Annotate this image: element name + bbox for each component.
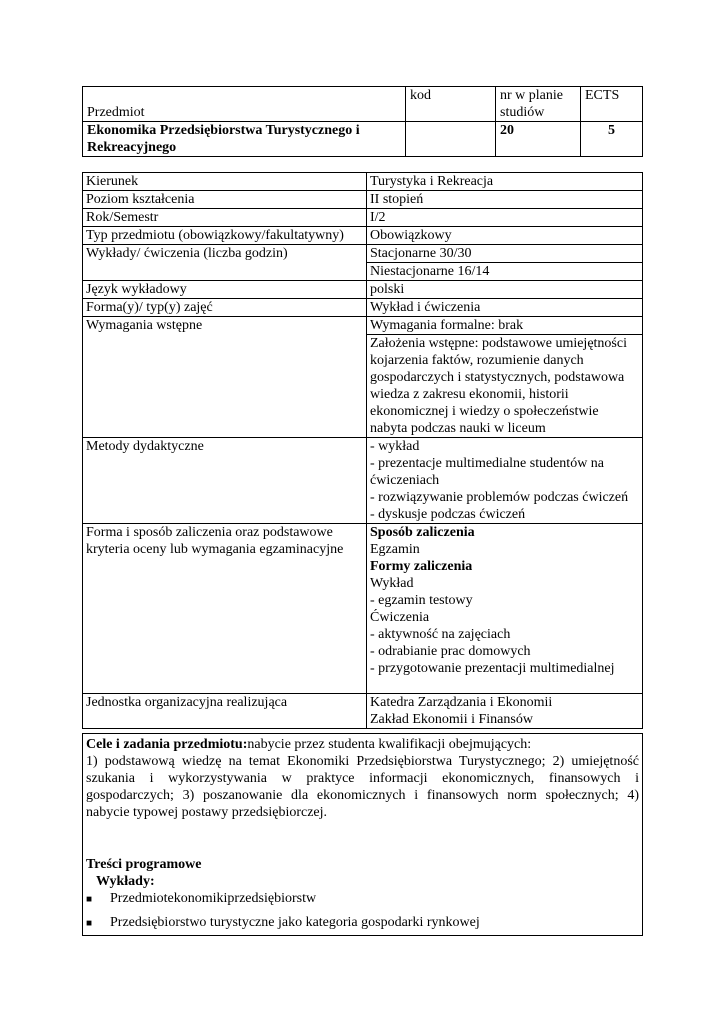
bullet-text-1: Przedmiotekonomikiprzedsiębiorstw xyxy=(110,891,317,906)
jednostka-line-1: Katedra Zarządzania i Ekonomii xyxy=(370,695,553,710)
forma-label-cell xyxy=(83,299,367,317)
wymagania-line-1: Założenia wstępne: podstawowe umiejętności xyxy=(370,336,627,351)
forma-label: Forma(y)/ typ(y) zajęć xyxy=(86,300,213,315)
rok-value-cell xyxy=(367,209,643,227)
cele-text-line-1: 1) podstawową wiedzę na temat Ekonomiki Przedsiębiorstwa Turystycznego; 2) umiejętność xyxy=(86,754,639,769)
sposob-value: Egzamin xyxy=(370,542,420,557)
ects-label: ECTS xyxy=(585,88,620,103)
table-row xyxy=(83,438,643,524)
wymagania-value-1: Wymagania formalne: brak xyxy=(370,318,524,333)
zaliczenie-value-cell xyxy=(367,524,643,694)
wyklady-label: Wykłady/ ćwiczenia (liczba godzin) xyxy=(86,246,288,261)
jednostka-line-2: Zakład Ekonomii i Finansów xyxy=(370,712,533,727)
subject-label-cell xyxy=(83,87,406,122)
metody-value-cell xyxy=(367,438,643,524)
subject-name-cell xyxy=(83,122,406,157)
plan-number-value-cell xyxy=(496,122,581,157)
table-row xyxy=(83,299,643,317)
jednostka-value-cell xyxy=(367,694,643,729)
metody-line-4: - rozwiązywanie problemów podczas ćwiczeń xyxy=(370,490,629,505)
subject-name-line-2: Rekreacyjnego xyxy=(87,140,177,155)
table-row xyxy=(83,227,643,245)
cele-intro: nabycie przez studenta kwalifikacji obejmujących: xyxy=(247,737,532,752)
zaliczenie-label-cell xyxy=(83,524,367,694)
poziom-label-cell xyxy=(83,191,367,209)
forma-value: Wykład i ćwiczenia xyxy=(370,300,481,315)
poziom-value-cell xyxy=(367,191,643,209)
wyklady-value-1: Stacjonarne 30/30 xyxy=(370,246,472,261)
sposob-heading: Sposób zaliczenia xyxy=(370,525,475,540)
jezyk-value-cell xyxy=(367,281,643,299)
table-row xyxy=(83,281,643,299)
formy-heading: Formy zaliczenia xyxy=(370,559,473,574)
formy-line-4: - aktywność na zajęciach xyxy=(370,627,511,642)
tresci-heading: Treści programowe xyxy=(86,857,202,872)
cele-text-line-3: gospodarczych; 3) poszanowanie dla ekonomicznych i finansowych norm społecznych; 4) xyxy=(86,788,639,803)
formy-line-3: Ćwiczenia xyxy=(370,610,430,625)
typ-value-cell xyxy=(367,227,643,245)
cele-paragraph xyxy=(86,736,639,753)
code-label: kod xyxy=(410,88,431,103)
jezyk-value: polski xyxy=(370,282,405,297)
wyklady-value-2-cell xyxy=(367,263,643,281)
rok-value: I/2 xyxy=(370,210,386,225)
plan-number-label-cell xyxy=(496,87,581,122)
wymagania-line-3: gospodarczych i statystycznych, podstawowa xyxy=(370,370,625,385)
poziom-label: Poziom kształcenia xyxy=(86,192,195,207)
bullet-icon: ■ xyxy=(86,894,93,905)
zaliczenie-label-line-2: kryteria oceny lub wymagania egzaminacyjne xyxy=(86,542,344,557)
code-label-cell xyxy=(406,87,496,122)
wymagania-line-4: wiedza z zakresu ekonomii, historii xyxy=(370,387,569,402)
formy-line-6: - przygotowanie prezentacji multimedialnej xyxy=(370,661,615,676)
zaliczenie-label-line-1: Forma i sposób zaliczenia oraz podstawowe xyxy=(86,525,333,540)
kierunek-value-cell xyxy=(367,173,643,191)
metody-line-1: - wykład xyxy=(370,439,420,454)
kierunek-value: Turystyka i Rekreacja xyxy=(370,174,494,189)
plan-number-label-line-2: studiów xyxy=(500,105,545,120)
poziom-value: II stopień xyxy=(370,192,424,207)
jezyk-label-cell xyxy=(83,281,367,299)
metody-line-3: ćwiczeniach xyxy=(370,473,440,488)
typ-value: Obowiązkowy xyxy=(370,228,452,243)
table-row xyxy=(83,524,643,694)
metody-label: Metody dydaktyczne xyxy=(86,439,204,454)
bullet-text-2: Przedsiębiorstwo turystyczne jako kategoria gospodarki rynkowej xyxy=(110,915,480,930)
metody-line-5: - dyskusje podczas ćwiczeń xyxy=(370,507,526,522)
wyklady-heading: Wykłady: xyxy=(96,874,155,889)
ects-value-cell xyxy=(581,122,643,157)
formy-line-5: - odrabianie prac domowych xyxy=(370,644,531,659)
kierunek-label: Kierunek xyxy=(86,174,139,189)
table-row xyxy=(83,173,643,191)
jezyk-label: Język wykładowy xyxy=(86,282,187,297)
kierunek-label-cell xyxy=(83,173,367,191)
typ-label: Typ przedmiotu (obowiązkowy/fakultatywny) xyxy=(86,228,344,243)
wymagania-label: Wymagania wstępne xyxy=(86,318,203,333)
plan-number-label-line-1: nr w planie xyxy=(500,88,563,103)
cele-text-line-4: nabycie typowej postawy przedsiębiorczej. xyxy=(86,805,328,820)
forma-value-cell xyxy=(367,299,643,317)
wyklady-value-1-cell xyxy=(367,245,643,263)
cele-heading: Cele i zadania przedmiotu: xyxy=(86,737,248,752)
wymagania-label-cell xyxy=(83,317,367,438)
formy-line-1: Wykład xyxy=(370,576,414,591)
formy-line-2: - egzamin testowy xyxy=(370,593,473,608)
wymagania-line-2: kojarzenia faktów, rozumienie danych xyxy=(370,353,584,368)
table-row xyxy=(83,209,643,227)
table-row xyxy=(83,245,643,263)
course-description-box xyxy=(82,733,643,936)
rok-label-cell xyxy=(83,209,367,227)
jednostka-label-cell xyxy=(83,694,367,729)
list-item xyxy=(86,890,639,908)
table-row xyxy=(83,694,643,729)
bullet-icon: ■ xyxy=(86,918,93,929)
plan-number-value: 20 xyxy=(500,123,514,138)
wyklady-label-cell xyxy=(83,245,367,281)
ects-label-cell xyxy=(581,87,643,122)
wymagania-value-1-cell xyxy=(367,317,643,335)
subject-name-line-1: Ekonomika Przedsiębiorstwa Turystycznego i xyxy=(87,123,360,138)
subject-label: Przedmiot xyxy=(87,105,145,120)
wymagania-line-6: nabyta podczas nauki w liceum xyxy=(370,421,546,436)
rok-label: Rok/Semestr xyxy=(86,210,159,225)
subject-header-table xyxy=(82,86,643,157)
list-item xyxy=(86,914,639,932)
metody-label-cell xyxy=(83,438,367,524)
metody-line-2: - prezentacje multimedialne studentów na xyxy=(370,456,605,471)
ects-value: 5 xyxy=(608,123,615,138)
jednostka-label: Jednostka organizacyjna realizująca xyxy=(86,695,288,710)
cele-text-line-2: szukania i wykorzystywania w praktyce informacji ekonomicznych, finansowych i xyxy=(86,771,639,786)
table-row xyxy=(83,317,643,335)
code-value-cell xyxy=(406,122,496,157)
wymagania-line-5: ekonomicznej i wiedzy o społeczeństwie xyxy=(370,404,599,419)
wyklady-value-2: Niestacjonarne 16/14 xyxy=(370,264,490,279)
course-details-table xyxy=(82,172,643,729)
table-row xyxy=(83,191,643,209)
typ-label-cell xyxy=(83,227,367,245)
wymagania-value-2-cell xyxy=(367,335,643,438)
